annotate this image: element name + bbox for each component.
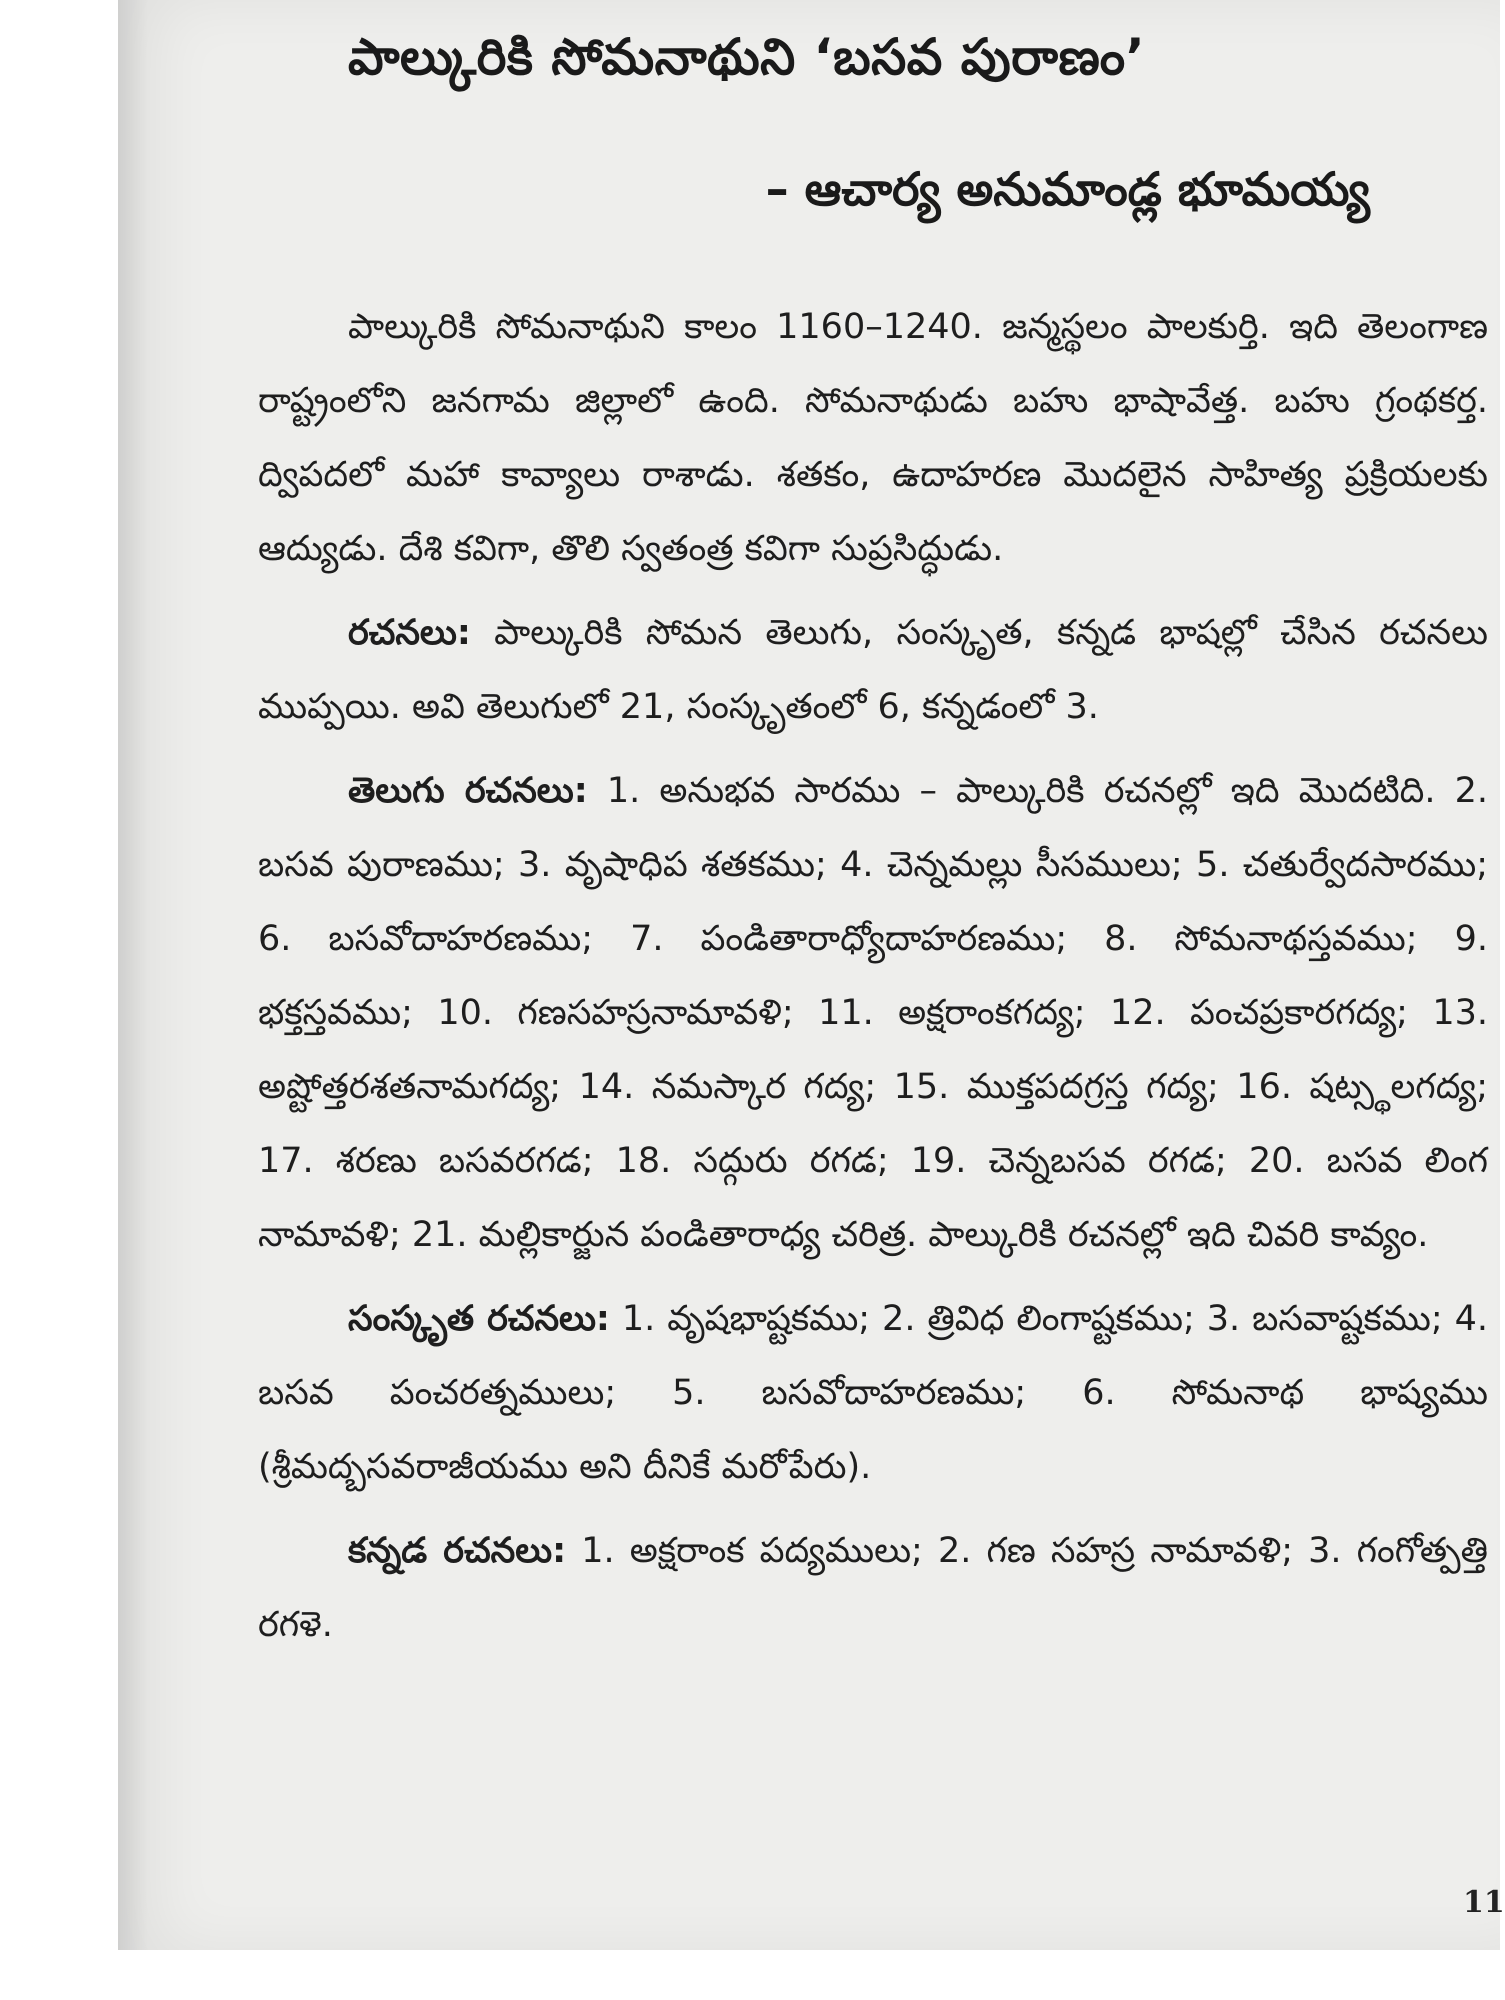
telugu-works-text: 1. అనుభవ సారము – పాల్కురికి రచనల్లో ఇది మొదటిది. 2. బసవ పురాణము; 3. వృషాధిప శతకము; 4. చెన్నమల్లు సీసములు; 5. చతుర్వేదసారము; 6. బసవోదాహరణము; 7. పండితారాధ్యోదాహరణము; 8. సోమనాథస్తవము; 9. భక్తస్తవము; 10. గణసహస్రనామావళి; 11. అక్షరాంకగద్య; 12. పంచప్రకారగద్య; 13. అష్టోత్తరశతనామగద్య; 14. నమస్కార గద్య; 15. ముక్తపదగ్రస్త గద్య; 16. షట్స్థలగద్య; 17. శరణు బసవరగడ; 18. సద్గురు రగడ; 19. చెన్నబసవ రగడ; 20. బసవ లింగ నామావళి; 21. మల్లికార్జున పండితారాధ్య చరిత్ర. పాల్కురికి రచనల్లో ఇది చివరి కావ్యం. [258, 771, 1489, 1255]
kannada-works-paragraph [258, 1514, 1488, 1662]
author-line: – ఆచార్య అనుమాండ్ల భూమయ్య [765, 162, 1370, 216]
sanskrit-works-text: 1. వృషభాష్టకము; 2. త్రివిధ లింగాష్టకము; 3. బసవాష్టకము; 4. బసవ పంచరత్నములు; 5. బసవోదాహరణము; 6. సోమనాథ భాష్యము (శ్రీమద్బసవరాజీయము అని దీనికే మరోపేరు). [258, 1299, 1488, 1487]
works-label: రచనలు: [348, 613, 471, 653]
intro-text: పాల్కురికి సోమనాథుని కాలం 1160–1240. జన్మస్థలం పాలకుర్తి. ఇది తెలంగాణ రాష్ట్రంలోని జనగామ జిల్లాలో ఉంది. సోమనాథుడు బహు భాషావేత్త. బహు గ్రంథకర్త. ద్విపదలో మహా కావ్యాలు రాశాడు. శతకం, ఉదాహరణ మొదలైన సాహిత్య ప్రక్రియలకు ఆద్యుడు. దేశి కవిగా, తొలి స్వతంత్ర కవిగా సుప్రసిద్ధుడు. [258, 307, 1488, 569]
intro-paragraph [258, 290, 1488, 586]
page-number: 11 [1463, 1885, 1505, 1920]
works-text: పాల్కురికి సోమన తెలుగు, సంస్కృత, కన్నడ భాషల్లో చేసిన రచనలు ముప్పయి. అవి తెలుగులో 21, సంస్కృతంలో 6, కన్నడంలో 3. [258, 613, 1488, 727]
kannada-works-text: 1. అక్షరాంక పద్యములు; 2. గణ సహస్ర నామావళి; 3. గంగోత్పత్తి రగళె. [258, 1531, 1489, 1645]
telugu-works-label: తెలుగు రచనలు: [348, 771, 588, 811]
book-page [118, 0, 1505, 1950]
telugu-works-paragraph [258, 754, 1488, 1272]
works-paragraph [258, 596, 1488, 744]
sanskrit-works-label: సంస్కృత రచనలు: [348, 1299, 610, 1339]
sanskrit-works-paragraph [258, 1282, 1488, 1504]
kannada-works-label: కన్నడ రచనలు: [348, 1531, 567, 1571]
page-title: పాల్కురికి సోమనాథుని ‘బసవ పురాణం’ [348, 28, 1146, 86]
article-body [258, 290, 1488, 1672]
